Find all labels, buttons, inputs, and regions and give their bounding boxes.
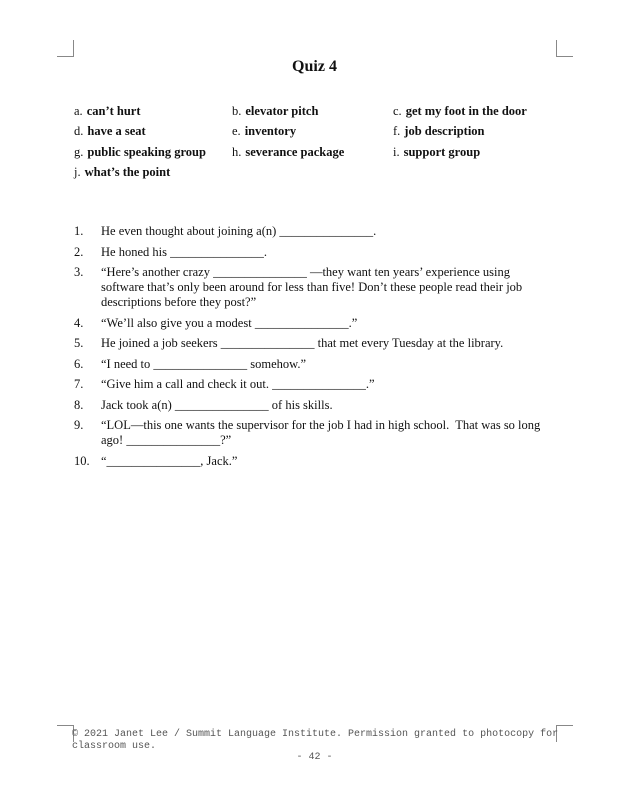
question-4: 4. “We’ll also give you a modest _______________.” xyxy=(74,315,358,330)
crop-mark-top-left xyxy=(57,40,74,57)
option-c: c. get my foot in the door xyxy=(393,103,527,118)
option-h: h. severance package xyxy=(232,144,345,159)
option-d: d. have a seat xyxy=(74,124,146,139)
question-3: 3. “Here’s another crazy _______________ —they want ten years’ experience using software that’s only been around for less than five! Don’t these people read their job descriptions before they post?” xyxy=(74,265,526,309)
page-title: Quiz 4 xyxy=(292,58,337,75)
question-5: 5. He joined a job seekers _______________ that met every Tuesday at the library. xyxy=(74,336,504,350)
question-8: 8. Jack took a(n) _______________ of his skills. xyxy=(74,397,333,412)
page-number: - 42 - xyxy=(296,752,333,763)
option-g: g. public speaking group xyxy=(74,144,206,159)
copyright-notice: © 2021 Janet Lee / Summit Language Institute. Permission granted to photocopy for classroom use. xyxy=(72,729,559,752)
option-a: a. can’t hurt xyxy=(74,103,141,118)
crop-mark-top-right xyxy=(556,40,573,57)
question-7: 7. “Give him a call and check it out. _______________.” xyxy=(74,377,375,391)
question-9: 9. “LOL—this one wants the supervisor for the job I had in high school. That was so long ago! _______________?” xyxy=(74,418,544,447)
option-e: e. inventory xyxy=(232,124,297,139)
option-b: b. elevator pitch xyxy=(232,103,319,118)
question-list xyxy=(74,224,544,474)
option-j: j. what’s the point xyxy=(74,165,171,180)
answer-options xyxy=(74,101,574,183)
option-f: f. job description xyxy=(393,124,485,139)
question-10: 10. “_______________, Jack.” xyxy=(74,453,238,468)
question-1: 1. He even thought about joining a(n) _______________. xyxy=(74,224,377,238)
option-i: i. support group xyxy=(393,144,481,159)
question-2: 2. He honed his _______________. xyxy=(74,244,267,259)
question-6: 6. “I need to _______________ somehow.” xyxy=(74,356,307,371)
